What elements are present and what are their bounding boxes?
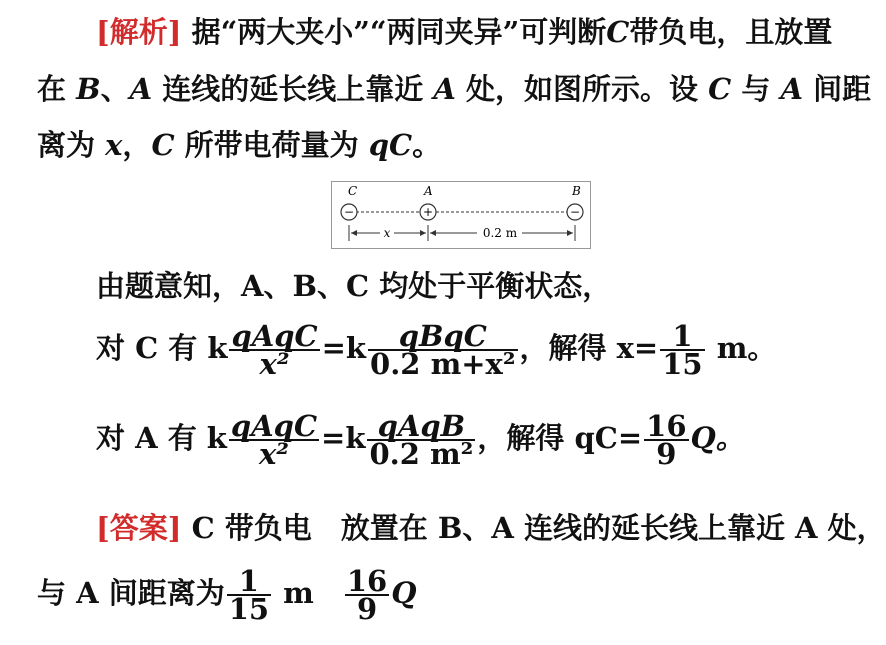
answer-line-1	[96, 510, 886, 546]
denominator: x²	[259, 347, 290, 381]
denominator: 9	[656, 437, 677, 471]
denominator: 15	[662, 347, 703, 381]
analysis-line-2	[37, 71, 871, 107]
var-a: A	[129, 72, 153, 106]
eq-text: 对 A 有 k	[96, 421, 227, 455]
sign-a: +	[422, 205, 434, 219]
analysis-line-3	[37, 127, 441, 163]
eq-text: =k	[321, 421, 366, 455]
analysis-text: 离为	[37, 128, 96, 162]
sign-b: −	[569, 205, 581, 219]
label-a: A	[424, 184, 433, 198]
var-c: C	[708, 72, 732, 106]
answer-tag: [答案]	[96, 511, 182, 545]
label-b: B	[572, 184, 581, 198]
numerator: 16	[646, 409, 687, 443]
arrow-left-icon	[430, 230, 436, 236]
var-qc: qC	[368, 128, 413, 162]
eq-text: ，解得 x=	[519, 331, 659, 365]
numerator: qAqC	[231, 319, 318, 353]
eq-text: m。	[706, 331, 777, 365]
answer-text: C 带负电 放置在 B、A 连线的延长线上靠近 A 处，	[191, 511, 886, 545]
analysis-text: 。	[412, 128, 442, 162]
denominator: 0.2 m+x²	[370, 347, 516, 381]
eq-text: 对 C 有 k	[96, 331, 228, 365]
numerator: 1	[660, 323, 704, 351]
denominator: 0.2 m²	[369, 437, 474, 471]
eq-text: =k	[321, 331, 367, 365]
analysis-text: 带负电，且放置	[629, 15, 833, 49]
numerator: 1	[227, 568, 271, 596]
numerator: qAqC	[230, 409, 318, 443]
var-a: A	[433, 72, 456, 106]
fraction	[229, 319, 319, 381]
denominator: 9	[356, 592, 378, 626]
fraction	[227, 564, 271, 626]
var-c: C	[151, 128, 175, 162]
fraction	[644, 409, 688, 471]
equation-2	[96, 409, 745, 471]
fraction	[345, 564, 389, 626]
eq-text: Q。	[690, 421, 745, 455]
analysis-text: 据“两大夹小”“两同夹异”可判断	[191, 15, 607, 49]
answer-text: m	[273, 576, 343, 610]
charge-diagram	[331, 181, 591, 249]
numerator: qBqC	[368, 323, 518, 351]
analysis-text: ，	[122, 128, 152, 162]
arrow-left-icon	[351, 230, 357, 236]
analysis-text: 间距	[813, 72, 872, 106]
var-b: B	[76, 72, 101, 106]
analysis-text: 所带电荷量为	[184, 128, 359, 162]
answer-line-2	[37, 564, 417, 626]
denominator: 15	[228, 592, 270, 626]
eq-text: ，解得 qC=	[477, 421, 643, 455]
analysis-text: 在	[37, 72, 67, 106]
analysis-text: 与	[741, 72, 771, 106]
fraction	[367, 409, 475, 471]
var-x: x	[105, 128, 123, 162]
equation-1	[96, 319, 777, 381]
analysis-text: 连线的延长线上靠近	[162, 72, 424, 106]
analysis-text: 处，如图所示。设	[466, 72, 699, 106]
balance-line	[96, 268, 611, 304]
numerator: 16	[346, 564, 388, 598]
arrow-right-icon	[567, 230, 573, 236]
answer-text: Q	[391, 576, 417, 610]
fraction	[660, 319, 704, 381]
dim-ab: 0.2 m	[482, 226, 518, 240]
fraction	[229, 409, 319, 471]
arrow-right-icon	[420, 230, 426, 236]
denominator: x²	[258, 437, 289, 471]
analysis-tag: [解析]	[96, 15, 182, 49]
label-c: C	[348, 184, 358, 198]
sign-c: −	[343, 205, 355, 219]
var-a: A	[780, 72, 803, 106]
analysis-text: 、	[100, 72, 130, 106]
analysis-line-1	[96, 14, 832, 50]
answer-text: 与 A 间距离为	[37, 576, 225, 610]
numerator: qAqB	[367, 413, 475, 441]
balance-text: 由题意知，A、B、C 均处于平衡状态，	[96, 269, 612, 303]
fraction	[368, 319, 518, 381]
dim-x: x	[383, 226, 391, 240]
var-c: C	[606, 15, 630, 49]
